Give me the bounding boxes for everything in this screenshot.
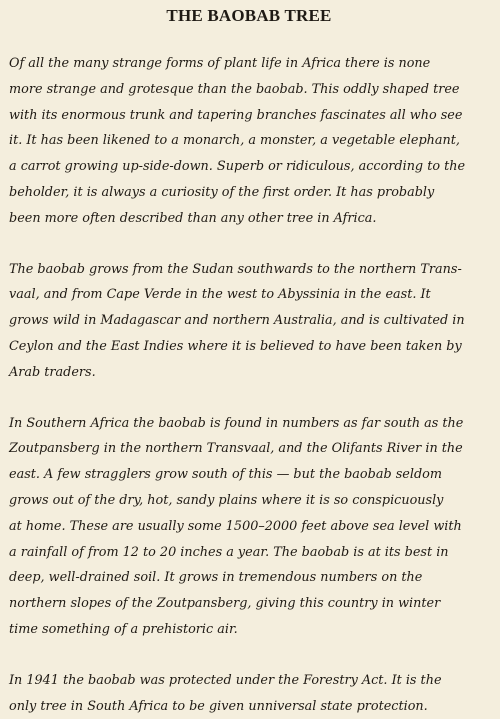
paragraph-line: beholder, it is always a curiosity of the first order. It has probably — [9, 184, 435, 200]
paragraph-line: Arab traders. — [9, 364, 96, 380]
paragraph-line: In Southern Africa the baobab is found in numbers as far south as the — [9, 415, 464, 431]
paragraph-line: In 1941 the baobab was protected under the Forestry Act. It is the — [9, 672, 442, 688]
document-title: THE BAOBAB TREE — [166, 6, 332, 25]
paragraph-line: grows out of the dry, hot, sandy plains where it is so conspicuously — [9, 492, 444, 508]
paragraph-4 — [9, 668, 489, 719]
paragraph-line: been more often described than any other tree in Africa. — [9, 210, 377, 226]
paragraph-line: a carrot growing up-side-down. Superb or ridiculous, according to the — [9, 159, 466, 175]
paragraph-line: only tree in South Africa to be given unniversal state protection. — [9, 698, 428, 714]
paragraph-line: The baobab grows from the Sudan southwards to the northern Trans- — [9, 261, 462, 277]
paragraph-2 — [9, 257, 489, 386]
paragraph-line: with its enormous trunk and tapering branches fascinates all who see — [9, 107, 463, 123]
paragraph-line: grows wild in Madagascar and northern Australia, and is cultivated in — [9, 313, 465, 329]
paragraph-line: it. It has been likened to a monarch, a monster, a vegetable elephant, — [9, 133, 460, 149]
paragraph-line: time something of a prehistoric air. — [9, 621, 238, 637]
paragraph-line: east. A few stragglers grow south of this — but the baobab seldom — [9, 467, 442, 483]
paragraph-line: at home. These are usually some 1500–2000 feet above sea level with — [9, 518, 462, 534]
paragraph-line: Of all the many strange forms of plant life in Africa there is none — [9, 56, 431, 71]
paragraph-line: a rainfall of from 12 to 20 inches a year. The baobab is at its best in — [9, 544, 449, 560]
paragraph-line: more strange and grotesque than the baobab. This oddly shaped tree — [9, 81, 460, 97]
paragraph-line: deep, well-drained soil. It grows in tremendous numbers on the — [9, 570, 423, 586]
paragraph-line: Zoutpansberg in the northern Transvaal, and the Olifants River in the — [9, 441, 463, 457]
paragraph-line: vaal, and from Cape Verde in the west to Abyssinia in the east. It — [9, 287, 431, 303]
paragraph-line: Ceylon and the East Indies where it is believed to have been taken by — [9, 338, 462, 354]
paragraph-3 — [9, 411, 489, 643]
paragraph-1 — [9, 51, 489, 232]
paragraph-line: northern slopes of the Zoutpansberg, giving this country in winter — [9, 596, 441, 612]
